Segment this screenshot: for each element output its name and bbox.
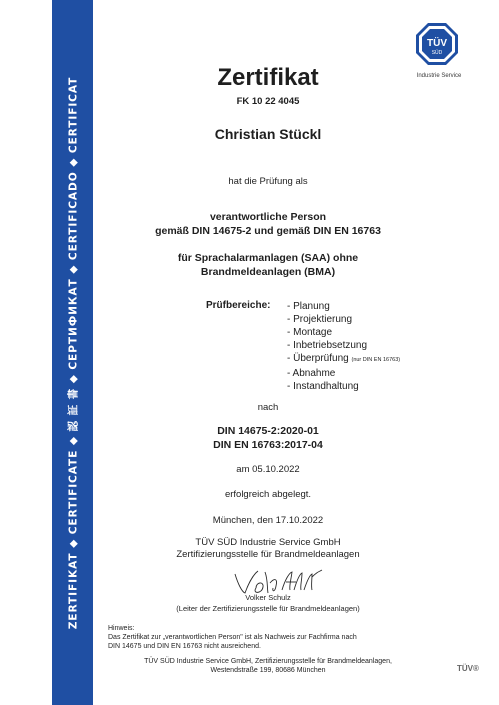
passed-text: hat die Prüfung als [228, 176, 308, 187]
logo-subtitle: Industrie Service [416, 73, 462, 79]
role-line-1: verantwortliche Person [209, 211, 327, 223]
certificate-title: Zertifikat [217, 64, 319, 91]
footer-line-2: Westendstraße 199, 80686 München [210, 667, 326, 674]
hint-label: Hinweis: [108, 625, 135, 632]
area-item: - Abnahme [287, 368, 336, 379]
areas-label: Prüfbereiche: [206, 300, 271, 311]
scope-line-2: Brandmeldeanlagen (BMA) [200, 266, 336, 278]
standard-1: DIN 14675-2:2020-01 [217, 425, 319, 437]
areas-list [287, 300, 400, 393]
scope-heading [108, 251, 428, 279]
area-item [287, 352, 400, 367]
place-date: München, den 17.10.2022 [212, 515, 324, 526]
certificate-holder: Christian Stückl [214, 126, 322, 142]
footer-line-1: TÜV SÜD Industrie Service GmbH, Zertifizierungsstelle für Brandmeldeanlagen, [144, 658, 392, 665]
area-note: (nur DIN EN 16763) [351, 357, 401, 363]
issuer-line-1: TÜV SÜD Industrie Service GmbH [195, 537, 341, 548]
area-item: - Instandhaltung [287, 381, 359, 392]
area-item: - Projektierung [287, 314, 353, 325]
issuer-block [108, 537, 428, 561]
certificate-side-stripe [52, 0, 93, 705]
certificate-number: FK 10 22 4045 [236, 96, 300, 107]
area-item-label: - Überprüfung [287, 353, 349, 364]
logo-sub-text: SÜD [431, 50, 443, 56]
stripe-multilingual-text: ZERTIFIKAT ◆ CERTIFICATE ◆ 認 証 書 ◆ СЕРТИФИКАТ ◆ CERTIFICADO ◆ CERTIFICAT [67, 76, 79, 629]
signer-role: (Leiter der Zertifizierungsstelle für Brandmeldeanlagen) [176, 604, 360, 613]
logo-brand-text: TÜV [427, 38, 447, 49]
hint-line-2: DIN 14675 und DIN EN 16763 nicht ausreichend. [108, 643, 261, 650]
area-item: - Montage [287, 327, 333, 338]
after-text: nach [257, 402, 279, 413]
footer-address [108, 657, 428, 675]
standards-block [108, 424, 428, 452]
standard-2: DIN EN 16763:2017-04 [213, 439, 323, 451]
signer-name: Volker Schulz [245, 593, 291, 602]
issuer-line-2: Zertifizierungsstelle für Brandmeldeanlagen [176, 549, 360, 560]
scope-line-1: für Sprachalarmanlagen (SAA) ohne [177, 252, 359, 264]
tuv-sud-logo-icon [415, 22, 459, 66]
hint-block [108, 624, 438, 651]
area-item: - Inbetriebsetzung [287, 340, 368, 351]
result-text: erfolgreich abgelegt. [224, 489, 312, 500]
tuv-trademark: TÜV® [457, 664, 479, 673]
exam-date: am 05.10.2022 [236, 464, 300, 475]
hint-line-1: Das Zertifikat zur „verantwortlichen Person" ist als Nachweis zur Fachfirma nach [108, 634, 357, 641]
area-item: - Planung [287, 301, 330, 312]
role-heading [108, 210, 428, 238]
signature-icon [232, 568, 324, 596]
role-line-2: gemäß DIN 14675-2 und gemäß DIN EN 16763 [155, 225, 381, 237]
